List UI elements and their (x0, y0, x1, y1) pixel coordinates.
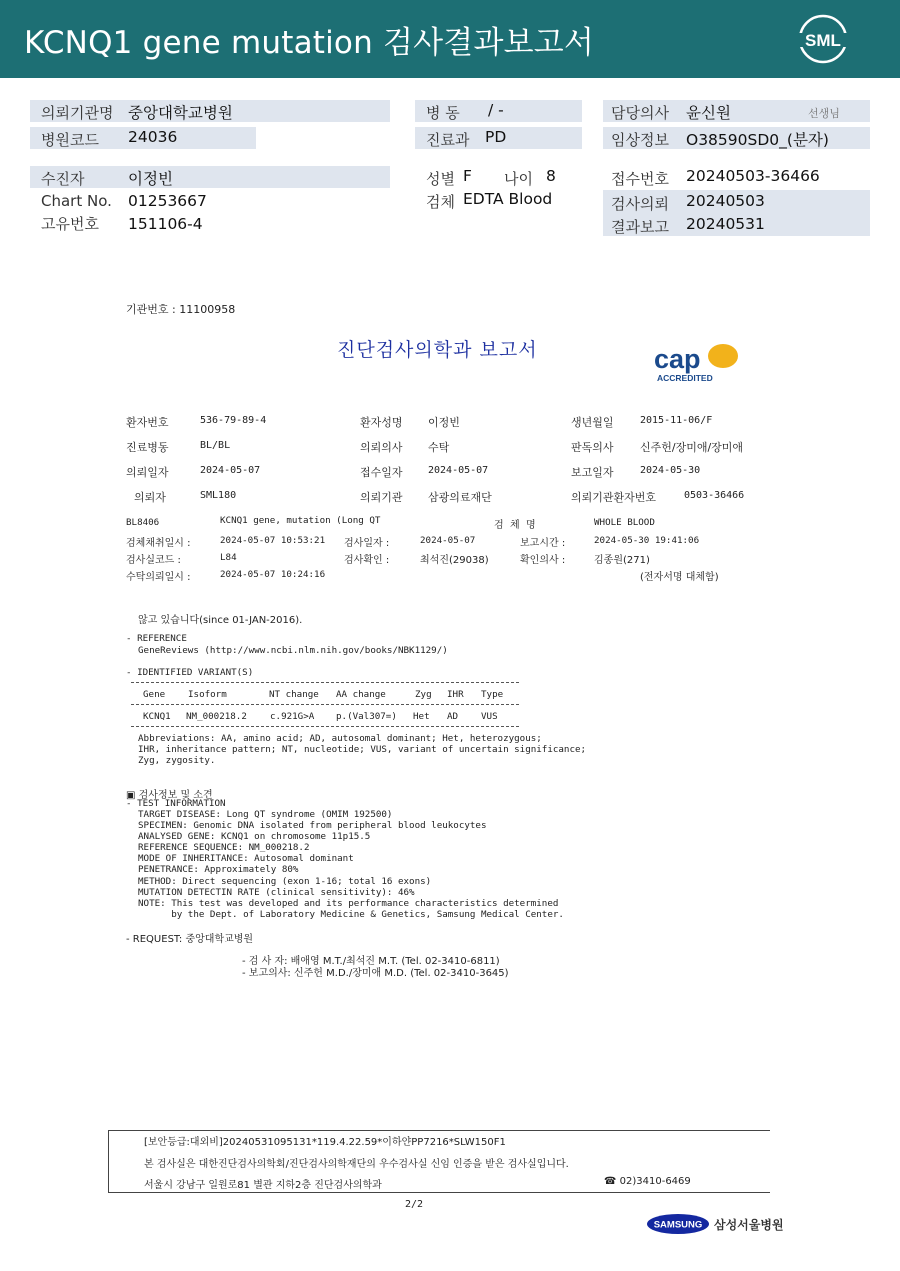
org-number: 기관번호 : 11100958 (126, 303, 236, 316)
row3-l2: 접수일자 (360, 466, 403, 479)
cell-isoform: NM_000218.2 (186, 711, 247, 722)
row4-v2: 삼광의료재단 (428, 491, 492, 504)
esign-note: (전자서명 대체함) (640, 572, 719, 583)
test-code: BL8406 (126, 517, 160, 528)
dept-value: PD (485, 128, 507, 146)
chart-label: Chart No. (41, 192, 112, 210)
row2-l1: 진료병동 (126, 441, 169, 454)
row4-l1: 의뢰자 (134, 491, 166, 504)
sex-label: 성별 (426, 170, 455, 188)
security-line: [보안등급:대외비]20240531095131*119.4.22.59*이하얀PP7216*SLW150F1 (144, 1137, 506, 1148)
sample-label: 검 체 명 (494, 520, 536, 531)
abbr-line-2: IHR, inheritance pattern; NT, nucleotide; VUS, variant of uncertain significance; (138, 744, 587, 755)
row1-l1: 환자번호 (126, 416, 169, 429)
requesttime-value: 2024-05-07 10:24:16 (220, 569, 326, 580)
hospital-code-label: 병원코드 (41, 131, 99, 149)
test-name: KCNQ1 gene, mutation (Long QT (220, 515, 381, 526)
row2-l3: 판독의사 (571, 441, 614, 454)
doctor-suffix: 선생님 (808, 107, 840, 120)
receipt-label: 접수번호 (611, 170, 669, 188)
labcode-label: 검사실코드 : (126, 555, 181, 566)
request-label: 검사의뢰 (611, 195, 669, 213)
patient-value: 이정빈 (128, 170, 173, 188)
patient-label: 수진자 (41, 170, 85, 188)
variant-rule-mid (131, 704, 519, 705)
abbr-line-1: Abbreviations: AA, amino acid; AD, autosomal dominant; Het, heterozygous; (138, 733, 542, 744)
cell-ihr: AD (447, 711, 459, 722)
ward-label: 병 동 (426, 104, 460, 122)
sample-value: WHOLE BLOOD (594, 517, 655, 528)
variant-rule-bottom (131, 726, 519, 727)
test-info-line: METHOD: Direct sequencing (exon 1-16; total 16 exons) (138, 876, 432, 887)
col-gene: Gene (143, 689, 166, 700)
ward-value: / - (488, 101, 504, 119)
page-title: KCNQ1 gene mutation 검사결과보고서 (24, 25, 595, 61)
age-value: 8 (546, 167, 556, 185)
reporter-line: - 보고의사: 신주헌 M.D./장미애 M.D. (Tel. 02-3410-3645) (242, 968, 509, 979)
row4-v3: 0503-36466 (684, 490, 745, 501)
request-heading: - REQUEST: 중앙대학교병원 (126, 934, 254, 945)
logo-text: SML (805, 31, 841, 50)
test-info-line: PENETRANCE: Approximately 80% (138, 864, 299, 875)
col-isoform: Isoform (188, 689, 227, 700)
test-info-line: REFERENCE SEQUENCE: NM_000218.2 (138, 842, 310, 853)
test-info-line: ANALYSED GENE: KCNQ1 on chromosome 11p15.5 (138, 831, 371, 842)
row3-l3: 보고일자 (571, 466, 614, 479)
confirmdoc-label: 확인의사 : (520, 555, 566, 566)
test-info-heading: - TEST INFORMATION (126, 798, 226, 809)
chart-value: 01253667 (128, 192, 207, 210)
collect-value: 2024-05-07 10:53:21 (220, 535, 326, 546)
row1-l2: 환자성명 (360, 416, 403, 429)
row2-v2: 수탁 (428, 441, 450, 454)
confirm-value: 최석진(29038) (420, 555, 489, 566)
hospital-code-value: 24036 (128, 128, 178, 146)
confirmdoc-value: 김종원(271) (594, 555, 650, 566)
labcode-value: L84 (220, 552, 237, 563)
row3-v2: 2024-05-07 (428, 465, 489, 476)
row3-l1: 의뢰일자 (126, 466, 169, 479)
doctor-label: 담당의사 (611, 104, 669, 122)
testdate-value: 2024-05-07 (420, 535, 476, 546)
testdate-label: 검사일자 : (344, 538, 390, 549)
collect-label: 검체채취일시 : (126, 538, 191, 549)
page-number: 2/2 (405, 1199, 424, 1210)
doctor-value: 윤신원 (686, 104, 731, 122)
svg-text:SAMSUNG: SAMSUNG (653, 1219, 703, 1231)
row2-v3: 신주헌/장미애/장미애 (640, 441, 744, 454)
since-line: 않고 있습니다(since 01-JAN-2016). (138, 615, 303, 626)
receipt-value: 20240503-36466 (686, 167, 820, 185)
row4-v1: SML180 (200, 490, 237, 501)
result-label: 결과보고 (611, 218, 669, 236)
row4-l3: 의뢰기관환자번호 (571, 491, 657, 504)
clinical-label: 임상정보 (611, 131, 669, 149)
age-label: 나이 (504, 170, 533, 188)
institution-value: 중앙대학교병원 (128, 104, 233, 122)
row2-v1: BL/BL (200, 440, 231, 451)
col-nt-change: NT change (269, 689, 319, 700)
samsung-logo (646, 1213, 710, 1235)
hospital-name: 삼성서울병원 (714, 1218, 784, 1232)
svg-text:cap: cap (654, 344, 701, 374)
uid-value: 151106-4 (128, 215, 203, 233)
specimen-label: 검체 (426, 193, 455, 211)
report-title: 진단검사의학과 보고서 (337, 339, 538, 361)
requesttime-label: 수탁의뢰일시 : (126, 572, 191, 583)
cell-gene: KCNQ1 (143, 711, 171, 722)
row1-v1: 536-79-89-4 (200, 415, 267, 426)
col-type: Type (481, 689, 504, 700)
row1-v3: 2015-11-06/F (640, 415, 713, 426)
test-info-line: NOTE: This test was developed and its performance characteristics determined (138, 898, 559, 909)
request-value: 20240503 (686, 192, 765, 210)
cell-zyg: Het (413, 711, 430, 722)
col-ihr: IHR (447, 689, 464, 700)
test-info-line: by the Dept. of Laboratory Medicine & Genetics, Samsung Medical Center. (138, 909, 564, 920)
test-info-line: MUTATION DETECTIN RATE (clinical sensitivity): 46% (138, 887, 415, 898)
specimen-value: EDTA Blood (463, 190, 553, 208)
reporttime-value: 2024-05-30 19:41:06 (594, 535, 700, 546)
sex-value: F (463, 167, 472, 185)
svg-text:ACCREDITED: ACCREDITED (657, 373, 713, 383)
test-info-line: TARGET DISEASE: Long QT syndrome (OMIM 192500) (138, 809, 393, 820)
cell-aa-change: p.(Val307=) (336, 711, 397, 722)
institution-label: 의뢰기관명 (41, 104, 114, 122)
row3-v3: 2024-05-30 (640, 465, 701, 476)
dept-label: 진료과 (426, 131, 470, 149)
cap-accredited-logo (652, 342, 747, 386)
info-heading: ▣ 검사정보 및 소견 (126, 790, 213, 801)
footer-rule-top (108, 1130, 770, 1131)
row2-l2: 의뢰의사 (360, 441, 403, 454)
reporttime-label: 보고시간 : (520, 538, 566, 549)
footer-rule-bottom (108, 1192, 770, 1193)
variant-heading: - IDENTIFIED VARIANT(S) (126, 667, 254, 678)
col-zyg: Zyg (415, 689, 432, 700)
row4-l2: 의뢰기관 (360, 491, 403, 504)
footer-rule-left (108, 1130, 109, 1192)
sml-logo (797, 13, 849, 65)
address-line: 서울시 강남구 일원로81 별관 지하2층 진단검사의학과 (144, 1180, 382, 1191)
variant-rule-top (131, 682, 519, 683)
certification-line: 본 검사실은 대한진단검사의학회/진단검사의학재단의 우수검사실 신임 인증을 받은 검사실입니다. (144, 1159, 569, 1170)
confirm-label: 검사확인 : (344, 555, 390, 566)
tester-line: - 검 사 자: 배애영 M.T./최석진 M.T. (Tel. 02-3410-6811) (242, 956, 500, 967)
cell-nt-change: c.921G>A (270, 711, 315, 722)
row1-l3: 생년월일 (571, 416, 614, 429)
uid-label: 고유번호 (41, 215, 99, 233)
phone-line: ☎ 02)3410-6469 (604, 1176, 691, 1187)
test-info-line: MODE OF INHERITANCE: Autosomal dominant (138, 853, 354, 864)
clinical-value: O38590SD0_(분자) (686, 131, 829, 149)
col-aa-change: AA change (336, 689, 386, 700)
reference-heading: - REFERENCE (126, 633, 187, 644)
header-bar (0, 0, 900, 78)
row3-v1: 2024-05-07 (200, 465, 261, 476)
result-value: 20240531 (686, 215, 765, 233)
reference-line: GeneReviews (http://www.ncbi.nlm.nih.gov/books/NBK1129/) (138, 645, 448, 656)
row1-v2: 이정빈 (428, 416, 460, 429)
cell-type: VUS (481, 711, 498, 722)
abbr-line-3: Zyg, zygosity. (138, 755, 216, 766)
test-info-line: SPECIMEN: Genomic DNA isolated from peripheral blood leukocytes (138, 820, 487, 831)
